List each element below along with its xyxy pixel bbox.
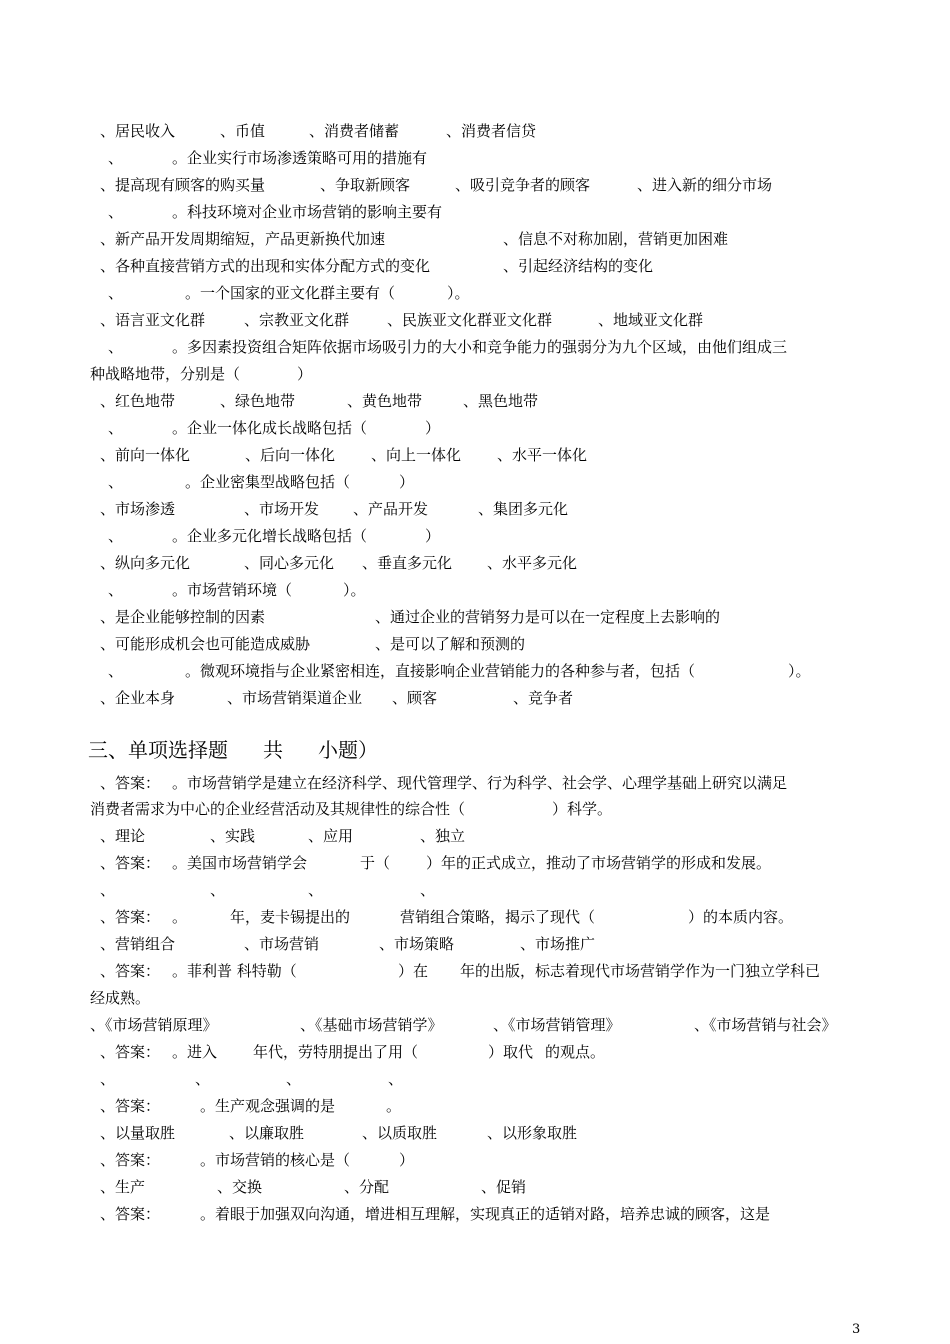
heading-count-prefix: 共 <box>263 738 283 762</box>
text-segment: 、独立 <box>420 827 466 845</box>
text-segment: 。菲利普 科特勒（ <box>172 962 297 980</box>
text-segment: 、 <box>420 881 436 899</box>
text-segment: 年代，劳特朋提出了用（ <box>253 1043 419 1061</box>
text-segment: 。多因素投资组合矩阵依据市场吸引力的大小和竞争能力的强弱分为九个区域，由他们组成三 <box>172 338 788 356</box>
text-segment: 、 <box>108 527 124 545</box>
text-segment: 、前向一体化 <box>100 446 191 464</box>
text-segment: 。生产观念强调的是 <box>200 1097 336 1115</box>
text-segment: 、生产 <box>100 1178 146 1196</box>
text-segment: 、市场开发 <box>244 500 320 518</box>
text-segment: 、 <box>108 473 124 491</box>
text-segment: 、地域亚文化群 <box>598 311 704 329</box>
text-segment: 、币值 <box>220 122 266 140</box>
text-segment: 、企业本身 <box>100 689 176 707</box>
text-segment: 。 <box>386 1097 402 1115</box>
text-segment: 。一个国家的亚文化群主要有（ <box>185 284 396 302</box>
text-segment: 、同心多元化 <box>244 554 335 572</box>
text-segment: 、水平一体化 <box>497 446 588 464</box>
text-segment: 、吸引竞争者的顾客 <box>455 176 591 194</box>
text-segment: 、绿色地带 <box>220 392 296 410</box>
text-segment: 、新产品开发周期缩短，产品更新换代加速 <box>100 230 386 248</box>
text-segment: 、纵向多元化 <box>100 554 191 572</box>
text-segment: 、 <box>108 581 124 599</box>
text-segment: 、提高现有顾客的购买量 <box>100 176 266 194</box>
text-segment: 、可能形成机会也可能造成威胁 <box>100 635 311 653</box>
text-segment: 、竞争者 <box>513 689 574 707</box>
text-segment: 、答案： <box>100 854 161 872</box>
text-segment: 、营销组合 <box>100 935 176 953</box>
text-segment: 、交换 <box>217 1178 263 1196</box>
text-segment: 种战略地带，分别是（ <box>90 365 241 383</box>
text-segment: 、垂直多元化 <box>362 554 453 572</box>
text-segment: ）的本质内容。 <box>688 908 794 926</box>
text-segment: 、 <box>286 1070 302 1088</box>
text-segment: 、 <box>100 1070 116 1088</box>
text-segment: 、市场营销渠道企业 <box>227 689 363 707</box>
text-segment: 于（ <box>360 854 391 872</box>
text-segment: 、答案： <box>100 1043 161 1061</box>
text-segment: 、答案： <box>100 962 161 980</box>
text-segment: 、理论 <box>100 827 146 845</box>
text-segment: 、是可以了解和预测的 <box>375 635 526 653</box>
text-segment: 、答案： <box>100 774 161 792</box>
text-segment: 消费者需求为中心的企业经营活动及其规律性的综合性（ <box>90 800 466 818</box>
text-segment: 、民族亚文化群亚文化群 <box>387 311 553 329</box>
text-segment: 、水平多元化 <box>487 554 578 572</box>
text-segment: 、红色地带 <box>100 392 176 410</box>
text-segment: ）取代 <box>488 1043 534 1061</box>
text-segment: 、答案： <box>100 908 161 926</box>
text-segment: 、产品开发 <box>353 500 429 518</box>
text-segment: 、顾客 <box>392 689 438 707</box>
text-segment: 。企业一体化成长战略包括（ <box>172 419 368 437</box>
text-segment: 。市场营销环境（ <box>172 581 293 599</box>
page-number: 3 <box>852 1322 861 1337</box>
text-segment: ）年的正式成立，推动了市场营销学的形成和发展。 <box>426 854 772 872</box>
text-segment: 。市场营销学是建立在经济科学、现代管理学、行为科学、社会学、心理学基础上研究以满足 <box>172 774 788 792</box>
text-segment: 、向上一体化 <box>371 446 462 464</box>
text-segment: ） <box>425 419 441 437</box>
text-segment: 。企业密集型战略包括（ <box>185 473 351 491</box>
text-segment: 、答案： <box>100 1151 161 1169</box>
text-segment: 、宗教亚文化群 <box>244 311 350 329</box>
text-segment: 、答案： <box>100 1097 161 1115</box>
text-segment: 、集团多元化 <box>478 500 569 518</box>
text-segment: 、 <box>108 662 124 680</box>
text-segment: 、消费者储蓄 <box>309 122 400 140</box>
text-segment: 、各种直接营销方式的出现和实体分配方式的变化 <box>100 257 431 275</box>
text-segment: 、争取新顾客 <box>320 176 411 194</box>
text-segment: 、黑色地带 <box>463 392 539 410</box>
text-segment: 营销组合策略，揭示了现代（ <box>400 908 596 926</box>
text-segment: 。企业多元化增长战略包括（ <box>172 527 368 545</box>
text-segment: 经成熟。 <box>90 989 151 1007</box>
text-segment: 、后向一体化 <box>245 446 336 464</box>
text-segment: ）在 <box>398 962 429 980</box>
text-segment: 、信息不对称加剧，营销更加困难 <box>503 230 729 248</box>
text-segment: ） <box>425 527 441 545</box>
text-segment: ） <box>399 1151 415 1169</box>
text-segment: 、《市场营销管理》 <box>493 1016 621 1034</box>
text-segment: 、分配 <box>344 1178 390 1196</box>
text-segment: ）。 <box>343 581 366 599</box>
text-segment: 。微观环境指与企业紧密相连，直接影响企业营销能力的各种参与者，包括（ <box>185 662 696 680</box>
heading-title: 三、单项选择题 <box>88 738 228 762</box>
text-segment: 、 <box>108 284 124 302</box>
text-segment: 、 <box>108 203 124 221</box>
text-segment: 、实践 <box>210 827 256 845</box>
text-segment: 、 <box>108 149 124 167</box>
text-segment: 。科技环境对企业市场营销的影响主要有 <box>172 203 443 221</box>
text-segment: 、 <box>195 1070 211 1088</box>
text-segment: ） <box>297 365 313 383</box>
text-segment: 、是企业能够控制的因素 <box>100 608 266 626</box>
text-segment: 、黄色地带 <box>347 392 423 410</box>
text-segment: 、 <box>308 881 324 899</box>
text-segment: 、以量取胜 <box>100 1124 176 1142</box>
text-segment: 、通过企业的营销努力是可以在一定程度上去影响的 <box>375 608 721 626</box>
text-segment: ）。 <box>788 662 811 680</box>
text-segment: 、应用 <box>308 827 354 845</box>
text-segment: 、 <box>108 338 124 356</box>
text-segment: 。着眼于加强双向沟通，增进相互理解，实现真正的适销对路，培养忠诚的顾客，这是 <box>200 1205 771 1223</box>
text-segment: 、市场营销 <box>244 935 320 953</box>
text-segment: 、居民收入 <box>100 122 176 140</box>
text-segment: 、促销 <box>481 1178 527 1196</box>
text-segment: 、 <box>388 1070 404 1088</box>
text-segment: 。市场营销的核心是（ <box>200 1151 351 1169</box>
text-segment: 、答案： <box>100 1205 161 1223</box>
text-segment: 。 <box>172 908 188 926</box>
text-segment: 、以质取胜 <box>362 1124 438 1142</box>
text-segment: 。企业实行市场渗透策略可用的措施有 <box>172 149 428 167</box>
text-segment: 、引起经济结构的变化 <box>503 257 654 275</box>
heading-count-suffix: 小题） <box>318 738 378 762</box>
text-segment: 年，麦卡锡提出的 <box>230 908 351 926</box>
text-segment: 、进入新的细分市场 <box>637 176 773 194</box>
text-segment: 年的出版，标志着现代市场营销学作为一门独立学科已 <box>460 962 821 980</box>
text-segment: 、消费者信贷 <box>446 122 537 140</box>
text-segment: 、以廉取胜 <box>229 1124 305 1142</box>
text-segment: 、市场推广 <box>520 935 596 953</box>
text-segment: 、《基础市场营销学》 <box>300 1016 443 1034</box>
text-segment: 、《市场营销原理》 <box>90 1016 218 1034</box>
text-segment: 的观点。 <box>545 1043 606 1061</box>
text-segment: 。进入 <box>172 1043 218 1061</box>
text-segment: 、 <box>108 419 124 437</box>
text-segment: ）科学。 <box>552 800 613 818</box>
text-segment: ） <box>399 473 415 491</box>
text-segment: ）。 <box>447 284 470 302</box>
text-segment: 、语言亚文化群 <box>100 311 206 329</box>
text-segment: 、《市场营销与社会》 <box>694 1016 837 1034</box>
text-segment: 、市场渗透 <box>100 500 176 518</box>
text-segment: 。美国市场营销学会 <box>172 854 308 872</box>
text-segment: 、市场策略 <box>379 935 455 953</box>
text-segment: 、 <box>100 881 116 899</box>
text-segment: 、 <box>210 881 226 899</box>
text-segment: 、以形象取胜 <box>487 1124 578 1142</box>
